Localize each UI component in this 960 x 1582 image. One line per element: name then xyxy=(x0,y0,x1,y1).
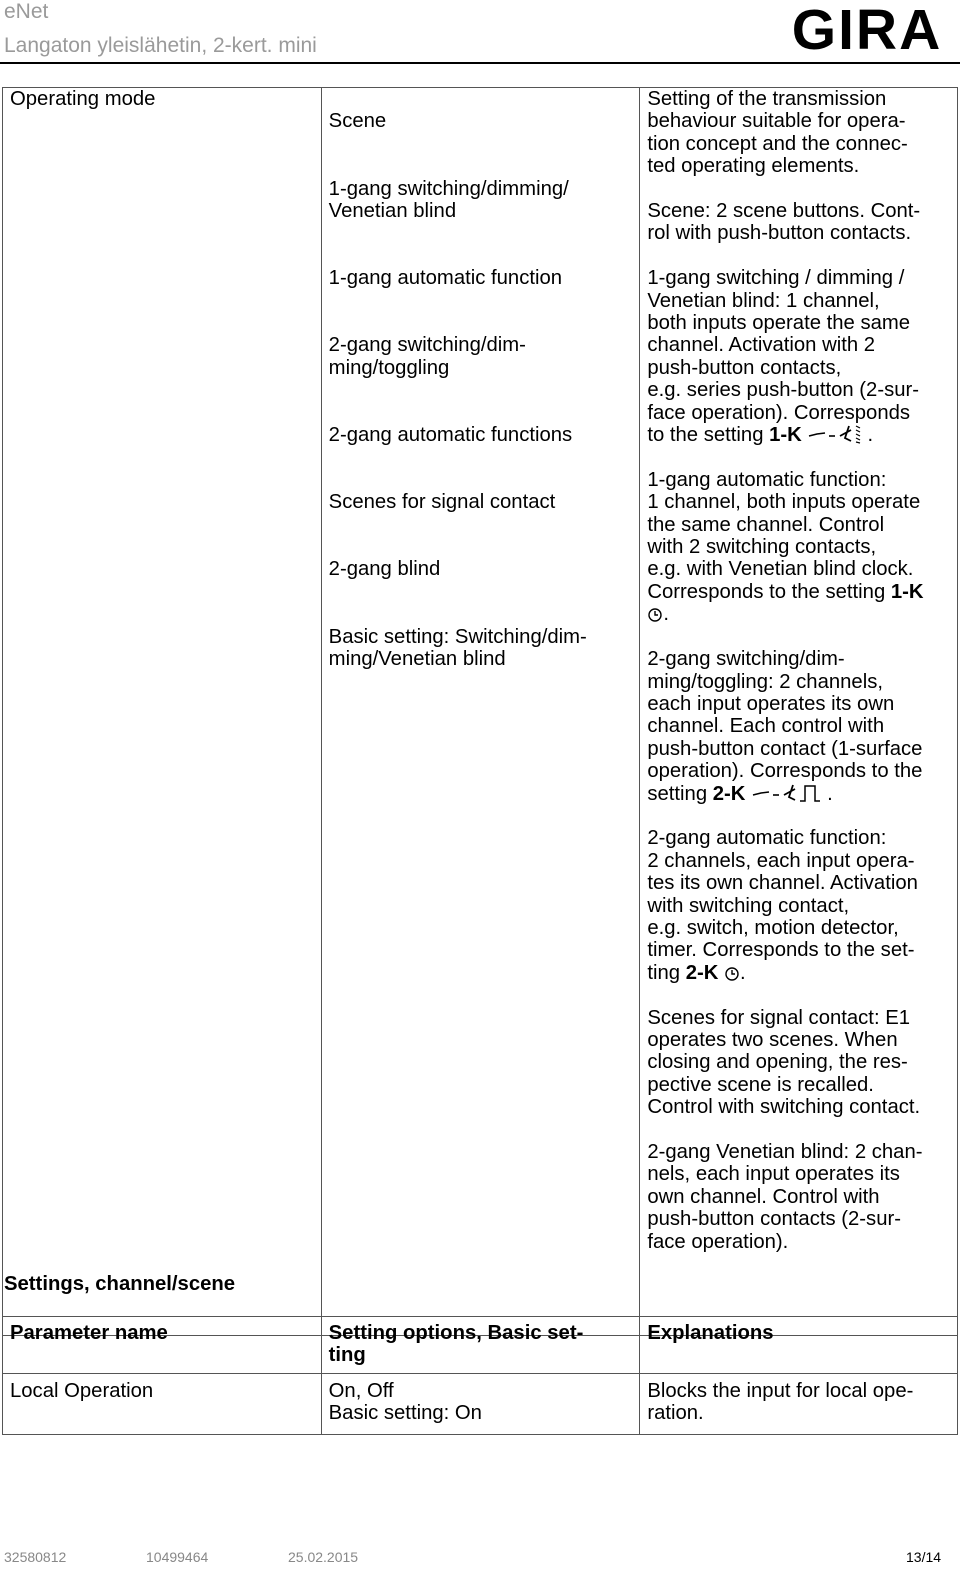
explanation-scene: Scene: 2 scene buttons. Cont- rol with push-button contacts. xyxy=(647,200,921,245)
header-product: eNet xyxy=(4,0,49,23)
option-2gang-automatic: 2-gang automatic functions xyxy=(328,424,573,447)
header-setting-options: Setting options, Basic set- ting xyxy=(321,1317,640,1374)
explanation-2gang-automatic: 2-gang automatic function: 2 channels, each input opera- tes its own channel. Activation with switching contact, e.g. switch, motion detector, timer. Corresponds to the set- ting 2-K . xyxy=(647,827,918,984)
gira-logo-text: GIRA xyxy=(791,0,943,58)
option-signal-contact: Scenes for signal contact xyxy=(328,491,556,514)
section-title: Settings, channel/scene xyxy=(4,1273,236,1295)
parameter-name-cell xyxy=(3,88,322,1336)
option-basic-setting: Basic setting: Switching/dim- ming/Venetian blind xyxy=(328,625,587,671)
explanation-1gang-automatic-text: 1-gang automatic function: 1 channel, both inputs operate the same channel. Control with 2 switching contacts, e.g. with Venetian blind clock. Corresponds to the setting xyxy=(647,468,921,603)
settings-table xyxy=(2,1316,958,1435)
setting-options-cell xyxy=(321,88,640,1336)
dimming-toggle-symbol-icon xyxy=(751,783,827,803)
setting-options-list xyxy=(329,88,633,693)
explanation-2gang-switching-text: 2-gang switching/dim- ming/toggling: 2 channels, each input operates its own channel. Each control with push-button contact (1-surface operation). Corresponds to the setting xyxy=(647,648,923,805)
footer-date: 25.02.2015 xyxy=(288,1549,359,1565)
explanations-list xyxy=(647,88,950,1253)
setting-1k: 1-K xyxy=(769,424,802,447)
explanation-signal-contact: Scenes for signal contact: E1 operates two scenes. When closing and opening, the res- pective scene is recalled. Control with switching contact. xyxy=(647,1006,921,1119)
dimming-blind-symbol-icon xyxy=(807,424,867,444)
footer-page-number: 13/14 xyxy=(906,1549,942,1565)
gira-logo xyxy=(780,0,954,58)
clock-icon xyxy=(724,966,740,982)
explanation-2gang-blind: 2-gang Venetian blind: 2 chan- nels, each input operates its own channel. Control with push-button contacts (2-sur- face operation). xyxy=(647,1140,923,1253)
header-subtitle: Langaton yleislähetin, 2-kert. mini xyxy=(4,34,317,57)
header-rule xyxy=(0,62,960,64)
explanation-2gang-switching: 2-gang switching/dim- ming/toggling: 2 channels, each input operates its own channel. Each control with push-button contact (1-surface operation). Corresponds to the setting 2-K . xyxy=(647,648,923,805)
clock-icon xyxy=(647,607,663,623)
explanation-1gang-automatic: 1-gang automatic function: 1 channel, both inputs operate the same channel. Control with 2 switching contacts, e.g. with Venetian blind clock. Corresponds to the setting 1-K . xyxy=(647,468,924,626)
operating-mode-table xyxy=(2,87,958,1336)
explanation-1gang-switching-text: 1-gang switching / dimming / Venetian blind: 1 channel, both inputs operate the same channel. Activation with 2 push-button contacts, e.g. series push-button (2-sur- face operation). Corresponds to the setting xyxy=(647,267,920,447)
option-scene: Scene xyxy=(328,110,387,133)
row-explanation: Blocks the input for local ope- ration. xyxy=(640,1373,958,1434)
setting-2k: 2-K xyxy=(712,782,746,805)
footer-article-number: 10499464 xyxy=(146,1549,209,1565)
footer-doc-number: 32580812 xyxy=(4,1549,67,1565)
explanations-cell xyxy=(640,88,958,1336)
setting-2k-auto: 2-K xyxy=(685,961,719,984)
parameter-name: Operating mode xyxy=(10,88,156,110)
option-1gang-automatic: 1-gang automatic function xyxy=(328,267,563,290)
header-explanations: Explanations xyxy=(640,1317,958,1374)
explanation-intro: Setting of the transmission behaviour suitable for opera- tion concept and the connec- ted operating elements. xyxy=(647,88,908,178)
option-1gang-switching: 1-gang switching/dimming/ Venetian blind xyxy=(328,177,569,223)
table-row xyxy=(3,1373,958,1434)
option-2gang-switching: 2-gang switching/dim- ming/toggling xyxy=(328,334,526,379)
header-parameter-name: Parameter name xyxy=(3,1317,322,1374)
operating-mode-row xyxy=(3,88,958,1336)
option-2gang-blind: 2-gang blind xyxy=(328,558,441,581)
setting-1k-auto: 1-K xyxy=(890,580,924,603)
explanation-1gang-switching: 1-gang switching / dimming / Venetian blind: 1 channel, both inputs operate the same channel. Activation with 2 push-button contacts, e.g. series push-button (2-sur- face operation). Corresponds to the setting 1-K . xyxy=(647,267,920,447)
explanation-2gang-automatic-text: 2-gang automatic function: 2 channels, each input opera- tes its own channel. Activation with switching contact, e.g. switch, motion detector, timer. Corresponds to the set- ting xyxy=(647,827,918,984)
row-setting-options: On, Off Basic setting: On xyxy=(321,1373,640,1434)
table-header-row xyxy=(3,1317,958,1374)
row-parameter-name: Local Operation xyxy=(3,1373,322,1434)
